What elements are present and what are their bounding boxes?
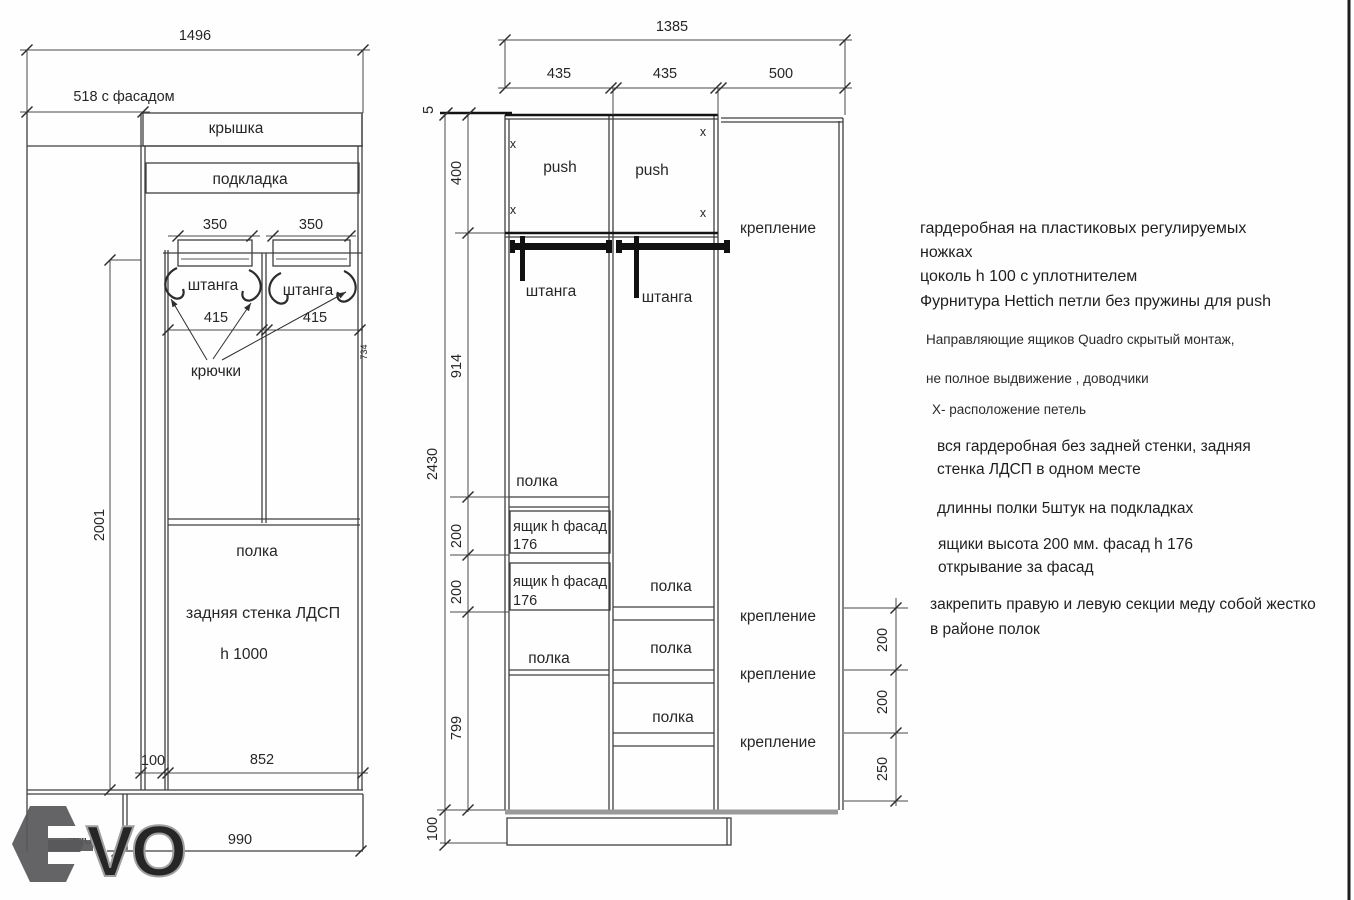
dim-rod-left-label: 415: [203, 310, 229, 326]
dim-rails: [168, 217, 356, 242]
dim-base-width-label: 990: [227, 832, 253, 848]
dim-plinth-height-label: 100: [425, 816, 441, 842]
dim-interior-width-label: 852: [249, 752, 275, 768]
note-line: гардеробная на пластиковых регулируемых: [920, 220, 1247, 237]
dim-rods: [163, 310, 366, 336]
note-line: Направляющие ящиков Quadro скрытый монтаж,: [926, 332, 1235, 347]
rod-hook-icon: [337, 271, 355, 302]
evo-watermark: [12, 806, 184, 892]
dim-rod-section-label: 914: [449, 353, 465, 379]
right-elevation-drawing: [421, 19, 908, 851]
rod-label-2: штанга: [641, 289, 693, 306]
shelf-label-mid-3: полка: [652, 709, 694, 726]
mount-label-4: крепление: [740, 734, 816, 751]
dim-right-sections: [498, 66, 852, 118]
dim-mount-spacing-1-label: 200: [875, 627, 891, 653]
pad-label: подкладка: [212, 171, 288, 188]
hinge-mark: x: [699, 206, 707, 220]
hinge-mark: x: [509, 137, 517, 151]
note-line: ножках: [920, 244, 973, 261]
top-panel-label: крышка: [208, 120, 264, 137]
dim-lower-section-label: 799: [449, 715, 465, 741]
drawer-2-label: ящик h фасад: [513, 574, 608, 590]
rod-label-1: штанга: [525, 283, 577, 300]
dim-door-height-label: 400: [449, 160, 465, 186]
note-line: стенка ЛДСП в одном месте: [937, 461, 1141, 478]
hinge-mark: x: [509, 203, 517, 217]
note-line: открывание за фасад: [938, 559, 1094, 576]
dim-height: [92, 255, 141, 796]
drawer-1-label: ящик h фасад: [513, 519, 608, 535]
dim-drawer-1-label: 200: [449, 523, 465, 549]
note-line: закрепить правую и левую секции меду собой жестко: [930, 596, 1316, 613]
dim-total-width-label: 1496: [178, 28, 212, 44]
dim-side-small-label: 734: [359, 344, 369, 360]
dim-top-gap-label: 5: [421, 105, 437, 115]
dim-rail-left-label: 350: [202, 217, 228, 233]
mount-label-1: крепление: [740, 220, 816, 237]
note-line: в районе полок: [930, 621, 1040, 638]
drawer-1-height-label: 176: [513, 537, 538, 553]
shelf-label-mid-1: полка: [650, 578, 692, 595]
dim-section-1-label: 435: [546, 66, 572, 82]
dim-total-height-label: 2430: [425, 447, 441, 481]
back-wall-label: задняя стенка ЛДСП: [185, 605, 341, 622]
shelf-label-left-top: полка: [516, 473, 558, 490]
note-line: вся гардеробная без задней стенки, задняя: [937, 438, 1251, 455]
shelf-label-mid-2: полка: [650, 640, 692, 657]
rod-hook-icon: [242, 270, 260, 301]
dim-rod-right-label: 415: [302, 310, 328, 326]
push-door-label-2: push: [635, 162, 669, 179]
mount-label-3: крепление: [740, 666, 816, 683]
drawer-2-height-label: 176: [513, 593, 538, 609]
rod-label-left: штанга: [187, 277, 239, 294]
note-line: длинны полки 5штук на подкладках: [937, 500, 1194, 517]
hinge-mark: x: [699, 125, 707, 139]
push-door-label-1: push: [543, 159, 577, 176]
rod-label-right: штанга: [282, 282, 334, 299]
dim-rail-right-label: 350: [298, 217, 324, 233]
dim-section-2-label: 435: [652, 66, 678, 82]
note-line: Х- расположение петель: [932, 402, 1087, 417]
note-line: Фурнитура Hettich петли без пружины для push: [920, 293, 1271, 310]
evo-watermark-letters: VO: [86, 812, 185, 892]
dim-mount-spacing-2-label: 200: [875, 689, 891, 715]
note-line: цоколь h 100 с уплотнителем: [920, 268, 1138, 285]
notes-block: [920, 220, 1316, 638]
note-line: ящики высота 200 мм. фасад h 176: [938, 536, 1193, 553]
back-wall-height-label: h 1000: [220, 646, 268, 663]
right-dimension-chain: [844, 598, 908, 807]
dim-gap-label: 100: [140, 753, 166, 769]
hooks-label: крючки: [190, 363, 242, 380]
dim-bottom-interior: [135, 752, 369, 779]
dim-drawer-2-label: 200: [449, 579, 465, 605]
shelf-label: полка: [236, 543, 278, 560]
dim-depth-label: 518 с фасадом: [73, 89, 175, 105]
shelf-label-left-low: полка: [528, 650, 570, 667]
dim-right-total-width-label: 1385: [655, 19, 689, 35]
mount-label-2: крепление: [740, 608, 816, 625]
left-elevation-drawing: [20, 28, 370, 857]
note-line: не полное выдвижение , доводчики: [926, 371, 1149, 386]
dim-height-label: 2001: [92, 508, 108, 542]
dim-section-3-label: 500: [768, 66, 794, 82]
left-dimension-chain: [425, 110, 509, 851]
hooks-callout-arrows: [171, 292, 346, 360]
dim-mount-spacing-3-label: 250: [875, 756, 891, 782]
